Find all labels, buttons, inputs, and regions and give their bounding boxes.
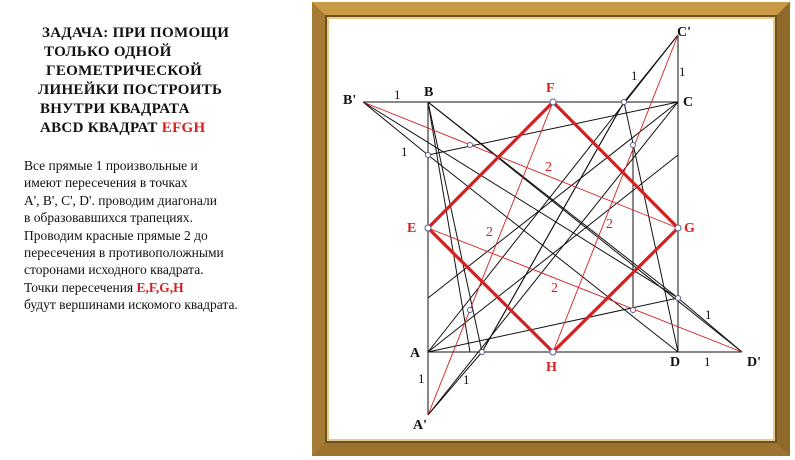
- point-f: [550, 99, 556, 105]
- mark-2: 2: [545, 160, 552, 175]
- mark-1: 1: [705, 307, 712, 322]
- diagonal: [624, 102, 678, 352]
- intersection-point: [622, 100, 627, 105]
- label-a: A: [410, 346, 421, 361]
- mark-1: 1: [418, 371, 425, 386]
- task-line: ГЕОМЕТРИЧЕСКОЙ: [46, 63, 203, 79]
- mark-2: 2: [486, 225, 493, 240]
- mark-1: 1: [679, 64, 686, 79]
- label-d: D: [670, 355, 681, 370]
- explanation-line: сторонами исходного квадрата.: [24, 262, 204, 278]
- diagonal: [428, 102, 482, 352]
- task-line: ЛИНЕЙКИ ПОСТРОИТЬ: [38, 82, 223, 98]
- task-line: ТОЛЬКО ОДНОЙ: [44, 44, 172, 60]
- intersection-point: [676, 296, 681, 301]
- explanation-points: E,F,G,H: [136, 279, 184, 295]
- point-h: [550, 349, 556, 355]
- explanation-line: будут вершинами искомого квадрата.: [24, 297, 238, 313]
- intersection-point: [468, 143, 473, 148]
- intersection-point: [426, 153, 431, 158]
- explanation-line: Проводим красные прямые 2 до: [24, 227, 208, 243]
- label-d-prime: D': [747, 355, 761, 370]
- explanation-line: пересечения в противоположными: [24, 245, 224, 261]
- red-line-2: [428, 228, 742, 352]
- intersection-point: [468, 308, 473, 313]
- explanation-line: в образовавшихся трапециях.: [24, 210, 193, 226]
- label-b-prime: B': [343, 93, 357, 108]
- label-h: H: [546, 360, 557, 375]
- intersection-point: [480, 350, 485, 355]
- mark-1: 1: [463, 372, 470, 387]
- line-1: [428, 102, 678, 155]
- label-a-prime: A': [413, 418, 427, 433]
- mark-2: 2: [551, 281, 558, 296]
- explanation-line: A', B', C', D'. проводим диагонали: [24, 192, 217, 208]
- mark-1: 1: [704, 354, 711, 369]
- point-g: [675, 225, 681, 231]
- label-c-prime: C': [677, 25, 691, 40]
- red-line-2: [428, 102, 553, 415]
- mark-1: 1: [631, 68, 638, 83]
- label-g: G: [684, 221, 695, 236]
- red-line-2: [363, 102, 678, 228]
- point-e: [425, 225, 431, 231]
- line-1: [428, 352, 482, 415]
- label-f: F: [546, 81, 555, 96]
- task-line: ЗАДАЧА: ПРИ ПОМОЩИ: [42, 25, 230, 41]
- intersection-point: [631, 143, 636, 148]
- mark-2: 2: [606, 217, 613, 232]
- diagonal: [428, 102, 470, 352]
- line-1: [363, 102, 428, 155]
- label-e: E: [407, 221, 417, 236]
- task-highlight: EFGH: [161, 120, 206, 136]
- explanation-line: имеют пересечения в точках: [24, 175, 188, 191]
- task-line: ВНУТРИ КВАДРАТА: [40, 101, 190, 117]
- explanation-line: Все прямые 1 произвольные и: [24, 158, 198, 173]
- label-c: C: [683, 95, 694, 110]
- intersection-point: [631, 308, 636, 313]
- task-line-text: ABCD КВАДРАТ: [40, 120, 162, 136]
- explanation-text-part: Точки пересечения: [24, 279, 137, 295]
- mark-1: 1: [394, 87, 401, 102]
- label-b: B: [424, 85, 434, 100]
- mark-1: 1: [401, 144, 408, 159]
